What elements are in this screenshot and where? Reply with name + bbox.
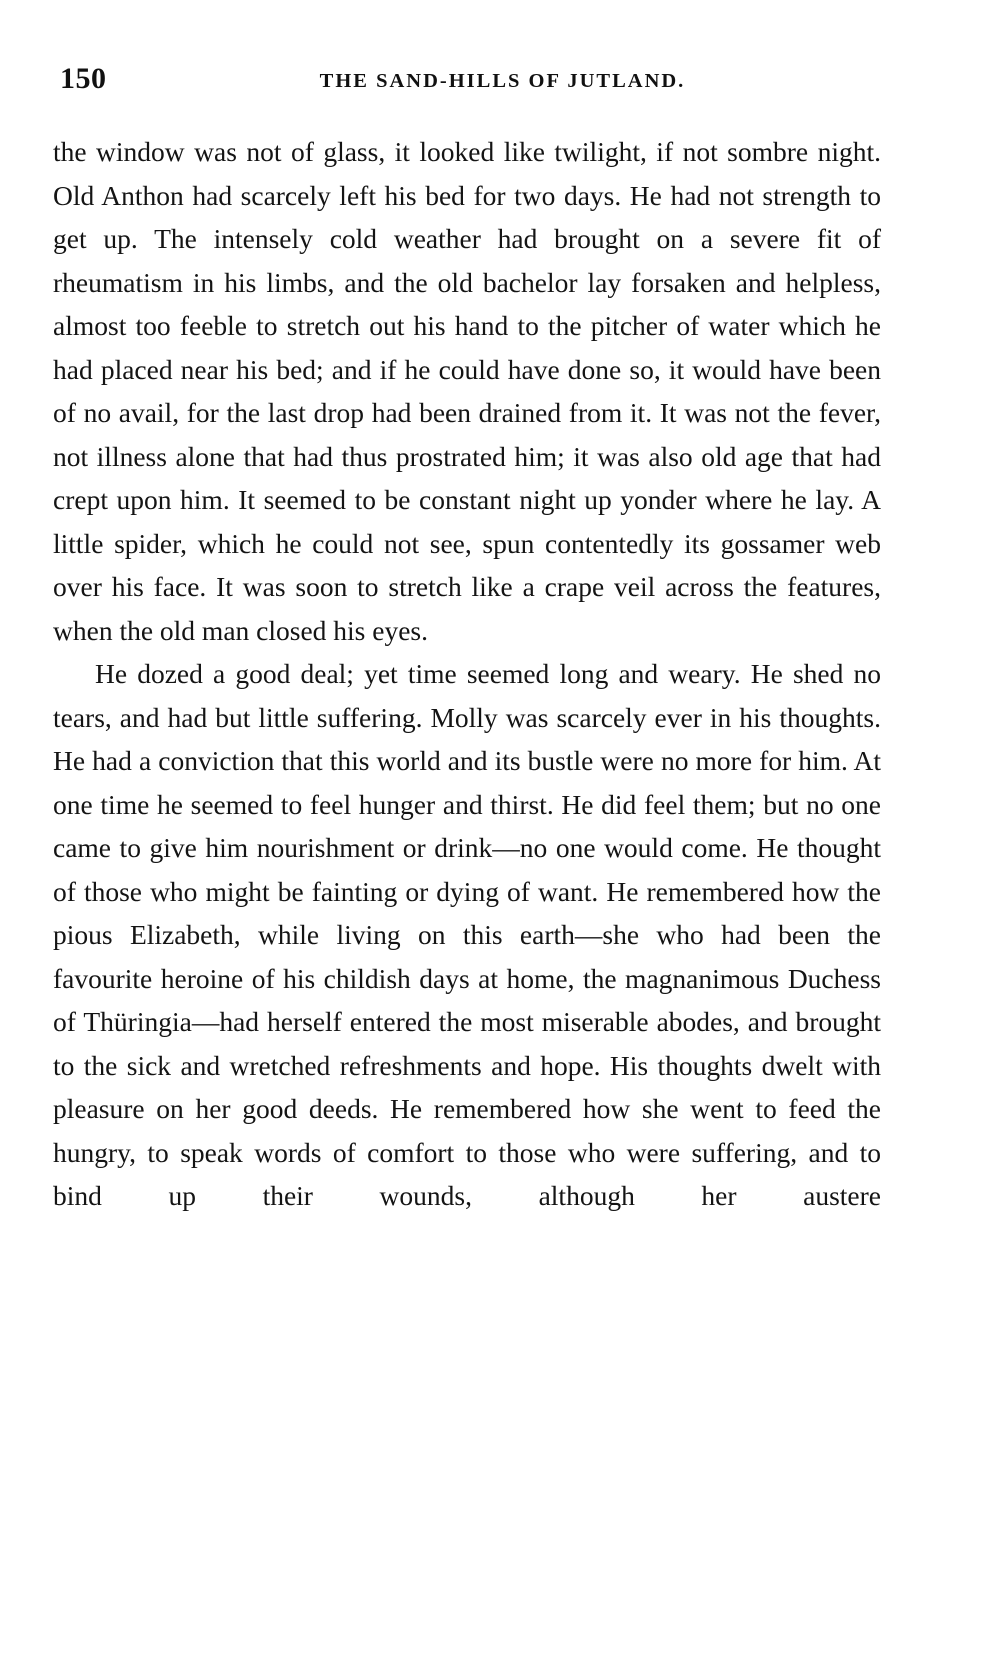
page-body	[53, 130, 881, 1261]
paragraph: the window was not of glass, it looked like twilight, if not sombre night. Old Anthon had scarcely left his bed for two days. He had not strength to get up. The intensely cold weather had brought on a severe fit of rheumatism in his limbs, and the old bachelor lay forsaken and helpless, almost too feeble to stretch out his hand to the pitcher of water which he had placed near his bed; and if he could have done so, it would have been of no avail, for the last drop had been drained from it. It was not the fever, not illness alone that had thus prostrated him; it was also old age that had crept upon him. It seemed to be constant night up yonder where he lay. A little spider, which he could not see, spun contentedly its gossamer web over his face. It was soon to stretch like a crape veil across the features, when the old man closed his eyes.	[53, 136, 881, 646]
paragraph: He dozed a good deal; yet time seemed long and weary. He shed no tears, and had but little suffering. Molly was scarcely ever in his thoughts. He had a conviction that this world and its bustle were no more for him. At one time he seemed to feel hunger and thirst. He did feel them; but no one came to give him nourishment or drink—no one would come. He thought of those who might be fainting or dying of want. He remembered how the pious Elizabeth, while living on this earth—she who had been the favourite heroine of his childish days at home, the magnanimous Duchess of Thüringia—had herself entered the most miserable abodes, and brought to the sick and wretched refreshments and hope. His thoughts dwelt with pleasure on her good deeds. He remembered how she went to feed the hungry, to speak words of comfort to those who were suffering, and to bind up their wounds, although her austere	[53, 658, 881, 1211]
page-header	[55, 62, 930, 102]
page-number: 150	[60, 62, 107, 95]
running-head: THE SAND-HILLS OF JUTLAND.	[319, 70, 686, 92]
